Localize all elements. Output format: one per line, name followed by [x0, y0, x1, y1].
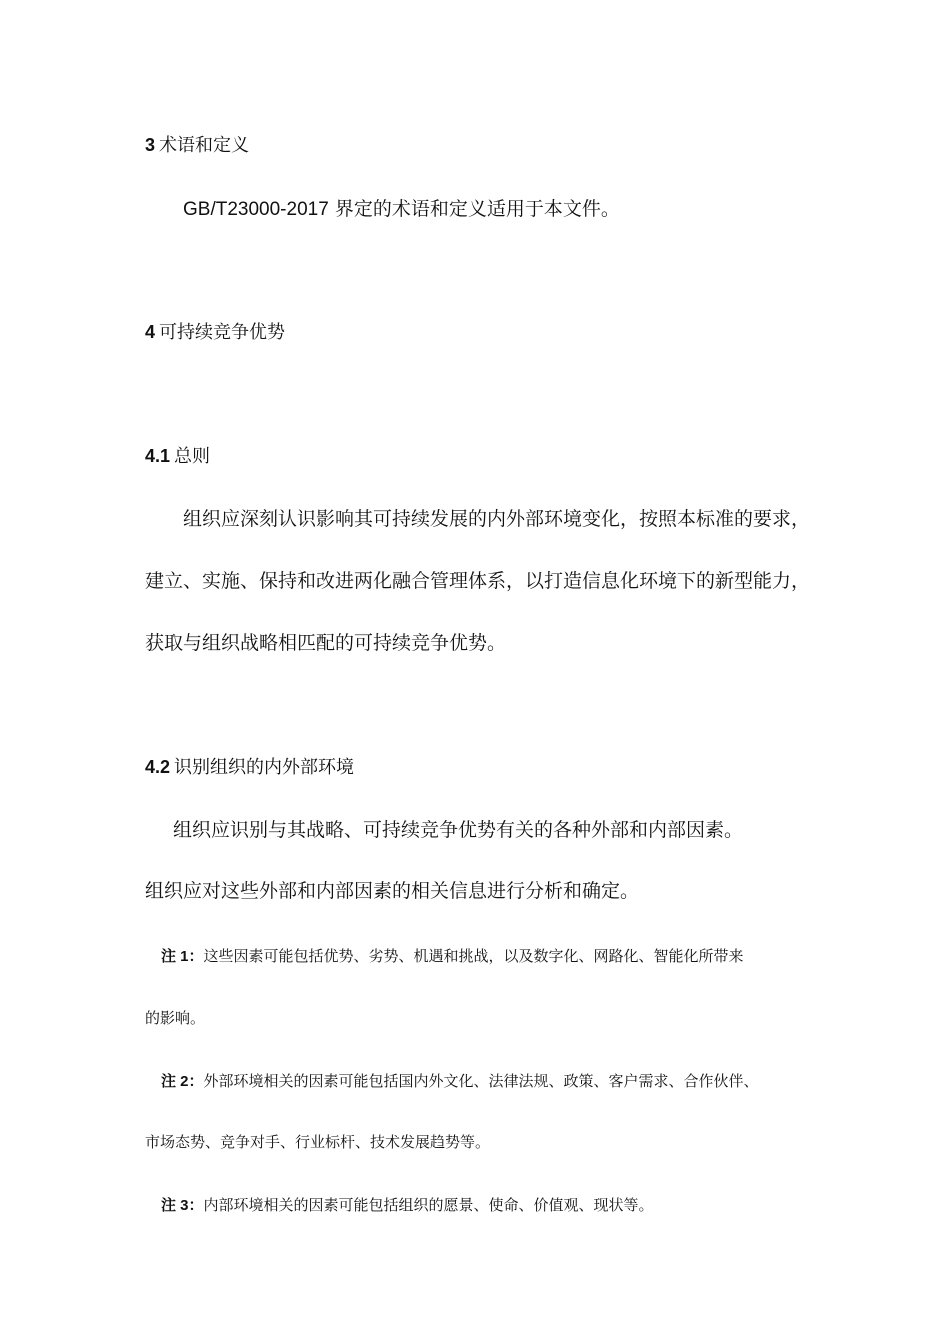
section-4-2-title: 识别组织的内外部环境: [174, 757, 355, 778]
note-3-tag: 注 3：: [161, 1197, 204, 1214]
section-4-number: 4: [145, 322, 156, 342]
section-3-paragraph: [183, 197, 620, 222]
section-3-heading: [145, 133, 249, 158]
note-1-line-1: 这些因素可能包括优势、劣势、机遇和挑战，以及数字化、网路化、智能化所带来: [203, 947, 744, 965]
section-4-1-line-3: 获取与组织战略相匹配的可持续竞争优势。: [145, 632, 507, 654]
section-4-2-line-2: 组织应对这些外部和内部因素的相关信息进行分析和确定。: [145, 880, 640, 902]
section-4-2-line-1: 组织应识别与其战略、可持续竞争优势有关的各种外部和内部因素。: [173, 819, 744, 841]
note-1-tag: 注 1：: [161, 948, 204, 965]
note-2: [161, 1070, 759, 1093]
section-3-number: 3: [145, 135, 156, 155]
section-4-1-number: 4.1: [145, 446, 171, 466]
section-4-heading: [145, 320, 285, 345]
note-1-line-2: 的影响。: [145, 1009, 206, 1027]
note-1: [161, 945, 744, 968]
section-4-1-title: 总则: [174, 446, 211, 467]
section-4-1-heading: [145, 444, 210, 469]
note-3: [161, 1194, 654, 1217]
standard-code: GB/T23000-2017: [183, 199, 329, 220]
section-4-title: 可持续竞争优势: [159, 322, 286, 343]
section-3-body: 界定的术语和定义适用于本文件。: [334, 198, 620, 220]
section-4-1-line-2: 建立、实施、保持和改进两化融合管理体系，以打造信息化环境下的新型能力，: [145, 570, 811, 592]
note-2-line-1: 外部环境相关的因素可能包括国内外文化、法律法规、政策、客户需求、合作伙伴、: [203, 1072, 759, 1090]
note-2-line-2: 市场态势、竞争对手、行业标杆、技术发展趋势等。: [145, 1133, 491, 1151]
note-2-tag: 注 2：: [161, 1073, 204, 1090]
section-4-2-heading: [145, 755, 354, 780]
section-4-1-line-1: 组织应深刻认识影响其可持续发展的内外部环境变化，按照本标准的要求，: [183, 508, 811, 530]
section-3-title: 术语和定义: [159, 135, 250, 156]
note-3-line-1: 内部环境相关的因素可能包括组织的愿景、使命、价值观、现状等。: [203, 1196, 654, 1214]
section-4-2-number: 4.2: [145, 757, 171, 777]
